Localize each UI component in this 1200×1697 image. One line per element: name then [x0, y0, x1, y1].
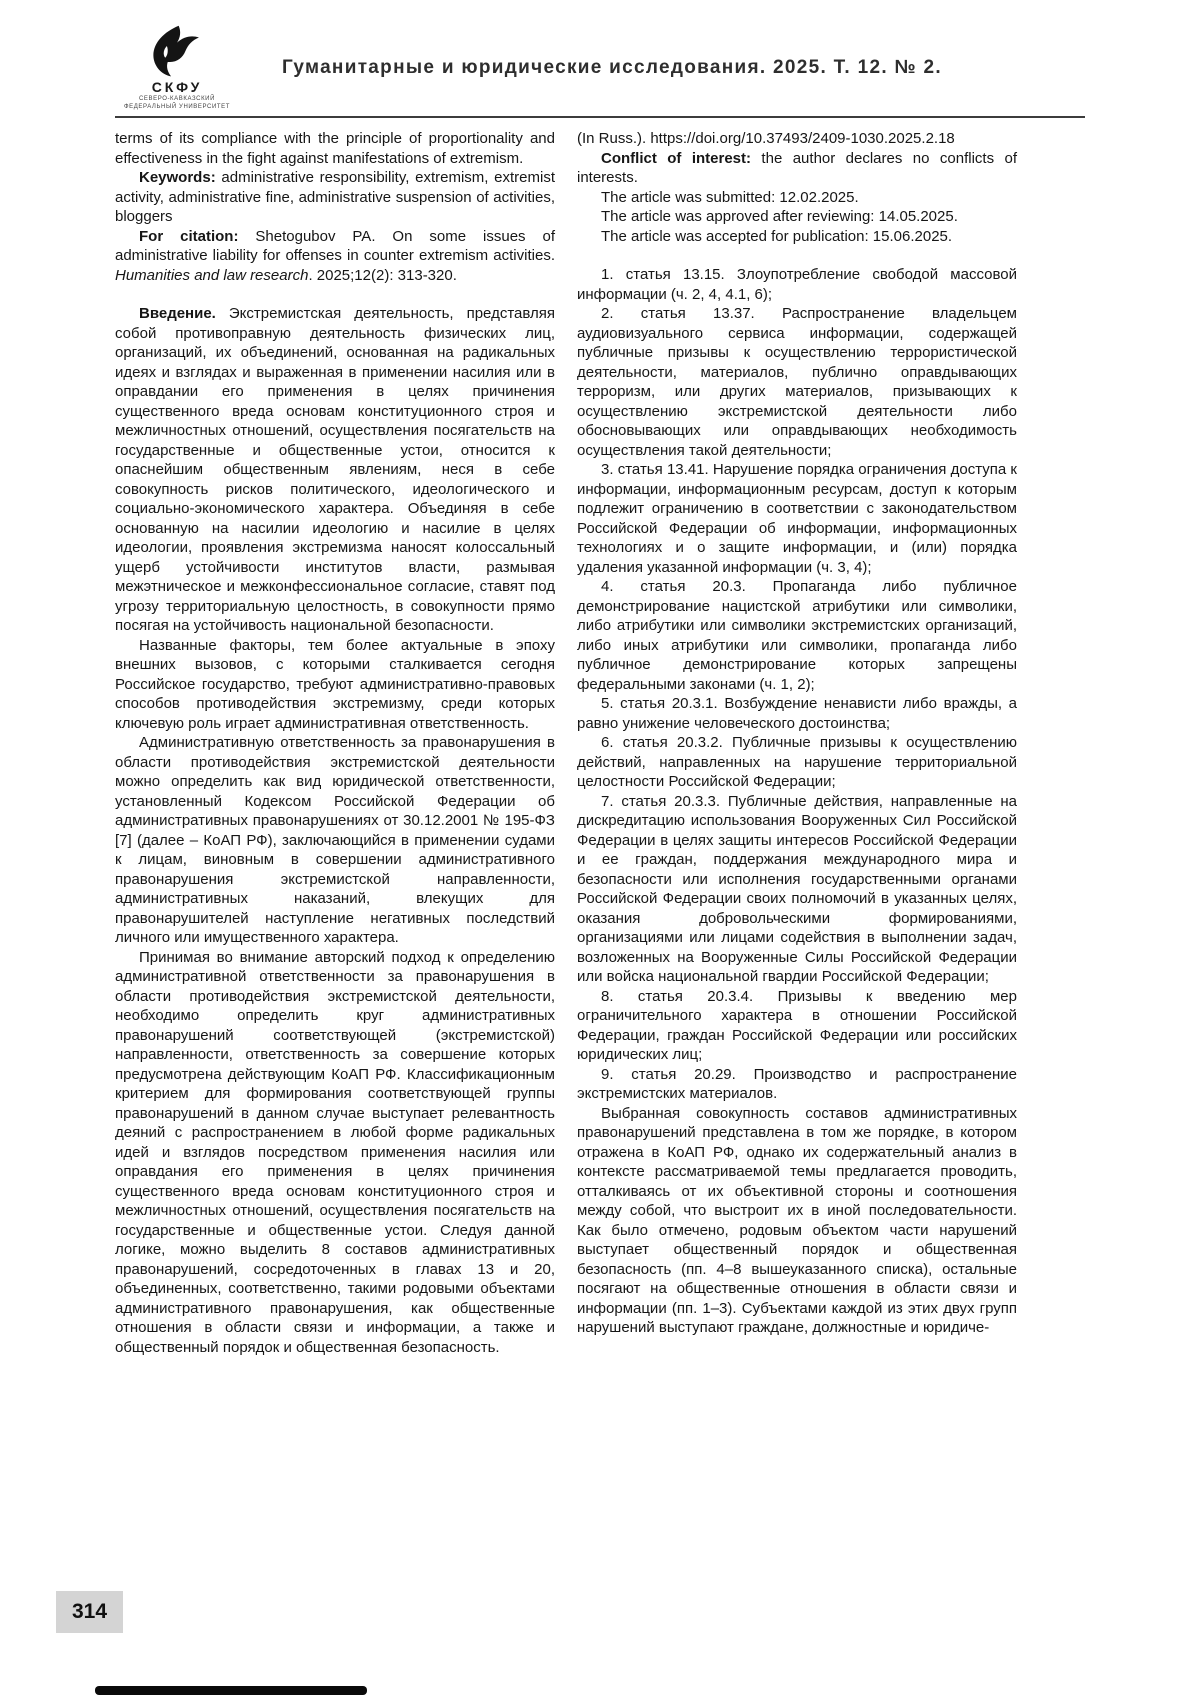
- paragraph-text: The article was accepted for publication: 15.06.2025.: [601, 227, 953, 245]
- paragraph-text: 2. статья 13.37. Распространение владельцем аудиовизуального сервиса информации, содержащей публичные призывы к осуществлению террористической деятельности, материалов, публично оправдывающих терроризм, или других материалов, призывающих к осуществлению экстремистской деятельности либо обосновывающих или оправдывающих необходимость осуществления такой деятельности;: [577, 305, 1017, 459]
- paragraph-text: 7. статья 20.3.3. Публичные действия, направленные на дискредитацию использования Вооруженных Сил Российской Федерации в целях защиты интересов Российской Федерации и ее граждан, поддержания международного мира и безопасности или исполнения государственными органами Российской Федерации своих полномочий в указанных целях, оказания добровольческими формированиями, организациями или лицами содействия в выполнении задач, возложенных на Вооруженные Силы Российской Федерации или войска национальной гвардии Российской Федерации;: [577, 792, 1017, 985]
- paragraph: [577, 1104, 1017, 1338]
- paragraph-text: 1. статья 13.15. Злоупотребление свободой массовой информации (ч. 2, 4, 4.1, 6);: [577, 266, 1017, 303]
- scan-artifact-bar: [95, 1686, 367, 1695]
- header-divider: [115, 116, 1085, 118]
- paragraph: [577, 792, 1017, 987]
- paragraph-lead-bold: Введение.: [139, 305, 216, 322]
- paragraph-text: the author declares no conflicts of interests.: [577, 149, 1018, 186]
- paragraph-text: (In Russ.). https://doi.org/10.37493/2409-1030.2025.2.18: [577, 130, 955, 147]
- paragraph-text: terms of its compliance with the principle of proportionality and effectiveness in the fight against manifestations of extremism.: [115, 130, 555, 167]
- paragraph-text: 4. статья 20.3. Пропаганда либо публичное демонстрирование нацистской атрибутики или символики, либо атрибутики или символики экстремистских организаций, либо иных атрибутики или символики, пропаганда либо публичное демонстрирование которых запрещены федеральными законами (ч. 1, 2);: [577, 578, 1017, 693]
- university-eagle-icon: [150, 24, 204, 78]
- paragraph-lead-bold: Keywords:: [139, 169, 216, 186]
- paragraph: [577, 987, 1017, 1065]
- paragraph-text: The article was approved after reviewing: 14.05.2025.: [601, 208, 958, 225]
- paragraph-italic-text: Humanities and law research: [115, 266, 309, 284]
- logo-acronym: СКФУ: [151, 79, 203, 95]
- paragraph-text: Названные факторы, тем более актуальные в эпоху внешних вызовов, с которыми сталкивается сегодня Российское государство, требуют административно-правовых способов противодействия экстремизму, среди которых ключевую роль играет административная ответственность.: [115, 636, 555, 732]
- paragraph-text: Административную ответственность за правонарушения в области противодействия экстремистской деятельности можно определить как вид юридической ответственности, установленный Кодексом Российской Федерации об административных правонарушениях от 30.12.2001 № 195-ФЗ [7] (далее – КоАП РФ), заключающийся в применении судами к лицам, виновным в совершении административного правонарушения экстремистской направленности, административных наказаний, влекущих для правонарушителей наступление негативных последствий личного или имущественного характера.: [115, 734, 555, 946]
- paragraph: [577, 188, 1017, 208]
- paragraph: [115, 636, 555, 734]
- paragraph-text: administrative responsibility, extremism, extremist activity, administrative fine, administrative suspension of activities, bloggers: [115, 169, 555, 225]
- paragraph: [115, 168, 555, 227]
- paragraph: [577, 227, 1017, 247]
- paragraph-text: 8. статья 20.3.4. Призывы к введению мер ограничительного характера в отношении Российской Федерации, граждан Российской Федерации или российских юридических лиц;: [577, 987, 1017, 1063]
- paragraph-text: Shetogubov PA. On some issues of administrative liability for offenses in counter extremism activities.: [115, 227, 555, 264]
- page-header: [118, 24, 1088, 111]
- paragraph: [577, 129, 1017, 149]
- paragraph-text: 5. статья 20.3.1. Возбуждение ненависти либо вражды, а равно унижение человеческого достоинства;: [577, 695, 1017, 732]
- paragraph-text: 6. статья 20.3.2. Публичные призывы к осуществлению действий, направленных на нарушение территориальной целостности Российской Федерации;: [577, 734, 1017, 790]
- paragraph-text: Экстремистская деятельность, представляя собой противоправную деятельность физических лиц, организаций, их объединений, основанная на радикальных идеях и взглядах и выраженная в применении насилия или в оправдании его применения в целях причинения существенного вреда основам конституционного строя и межличностных отношений, осуществления посягательств на государственные и общественные устои, относится к опаснейшим общественным явлениям, неся в себе совокупность рисков политического, идеологического и социально-экономического характера. Объединяя в себе основанную на насилии идеологию и насилие в целях идеологии, проявления экстремизма наносят колоссальный ущерб устойчивости институтов власти, размывая межэтническое и межконфессиональное согласие, ставят под угрозу территориальную целостность, в совокупности прямо посягая на устойчивость национальной безопасности.: [115, 305, 555, 634]
- page-number: 314: [56, 1591, 123, 1633]
- paragraph: [577, 577, 1017, 694]
- paragraph-text: . 2025;12(2): 313-320.: [308, 266, 457, 284]
- paragraph-lead-bold: Conflict of interest:: [601, 149, 752, 167]
- paragraph: [577, 149, 1017, 188]
- paragraph-text: Принимая во внимание авторский подход к определению административной ответственности за правонарушения в области противодействия экстремистской деятельности, необходимо определить круг административных правонарушений соответствующей (экстремистской) направленности, ответственность за совершение которых предусмотрена действующим КоАП РФ. Классификационным критерием для формирования соответствующей группы правонарушений в данном случае выступает релевантность деяний с распространением в любой форме радикальных идей и взглядов посредством применения насилия или оправдания его применения в целях причинения существенного вреда основам конституционного строя и межличностных отношений, осуществления посягательств на государственные и общественные устои. Следуя данной логике, можно выделить 8 составов административных правонарушений, сосредоточенных в главах 13 и 20, объединенных, соответственно, такими родовыми объектами административного правонарушения, как общественные отношения в области связи и информации, а также и общественный порядок и общественная безопасность.: [115, 948, 555, 1356]
- paragraph-text: The article was submitted: 12.02.2025.: [601, 188, 859, 206]
- paragraph: [115, 948, 555, 1358]
- paragraph-lead-bold: For citation:: [139, 227, 239, 245]
- right-column: [577, 129, 1017, 1357]
- paragraph: [577, 460, 1017, 577]
- university-logo: [118, 24, 236, 111]
- paragraph: [115, 129, 555, 168]
- paragraph: [115, 304, 555, 636]
- paragraph: [115, 227, 555, 286]
- logo-subtitle-line1: СЕВЕРО-КАВКАЗСКИЙ: [138, 96, 215, 102]
- paragraph: [577, 207, 1017, 227]
- article-body: [115, 129, 1017, 1357]
- logo-subtitle-line2: ФЕДЕРАЛЬНЫЙ УНИВЕРСИТЕТ: [123, 104, 231, 110]
- paragraph: [115, 733, 555, 948]
- paragraph: [577, 733, 1017, 792]
- paragraph: [577, 304, 1017, 460]
- left-column: [115, 129, 555, 1357]
- paragraph: [577, 1065, 1017, 1104]
- journal-title: Гуманитарные и юридические исследования. 2025. Т. 12. № 2.: [282, 56, 942, 78]
- paragraph-text: Выбранная совокупность составов административных правонарушений представлена в том же порядке, в котором отражена в КоАП РФ, однако их содержательный анализ в контексте рассматриваемой темы предлагается проводить, отталкиваясь от их объективной стороны и соотношения между собой, что выстроит их в иной последовательности. Как было отмечено, родовым объектом части нарушений выступает общественный порядок и общественная безопасность (пп. 4–8 вышеуказанного списка), остальные посягают на общественные отношения в области связи и информации (пп. 1–3). Субъектами каждой из этих двух групп нарушений выступают граждане, должностные и юридиче-: [577, 1104, 1017, 1336]
- paragraph-text: 9. статья 20.29. Производство и распространение экстремистских материалов.: [577, 1065, 1017, 1102]
- paragraph: [577, 265, 1017, 304]
- paragraph-text: 3. статья 13.41. Нарушение порядка ограничения доступа к информации, информационным ресурсам, доступ к которым подлежит ограничению в соответствии с законодательством Российской Федерации об информации, информационных технологиях и о защите информации, и (или) порядка удаления указанной информации (ч. 3, 4);: [577, 461, 1017, 576]
- paragraph: [577, 694, 1017, 733]
